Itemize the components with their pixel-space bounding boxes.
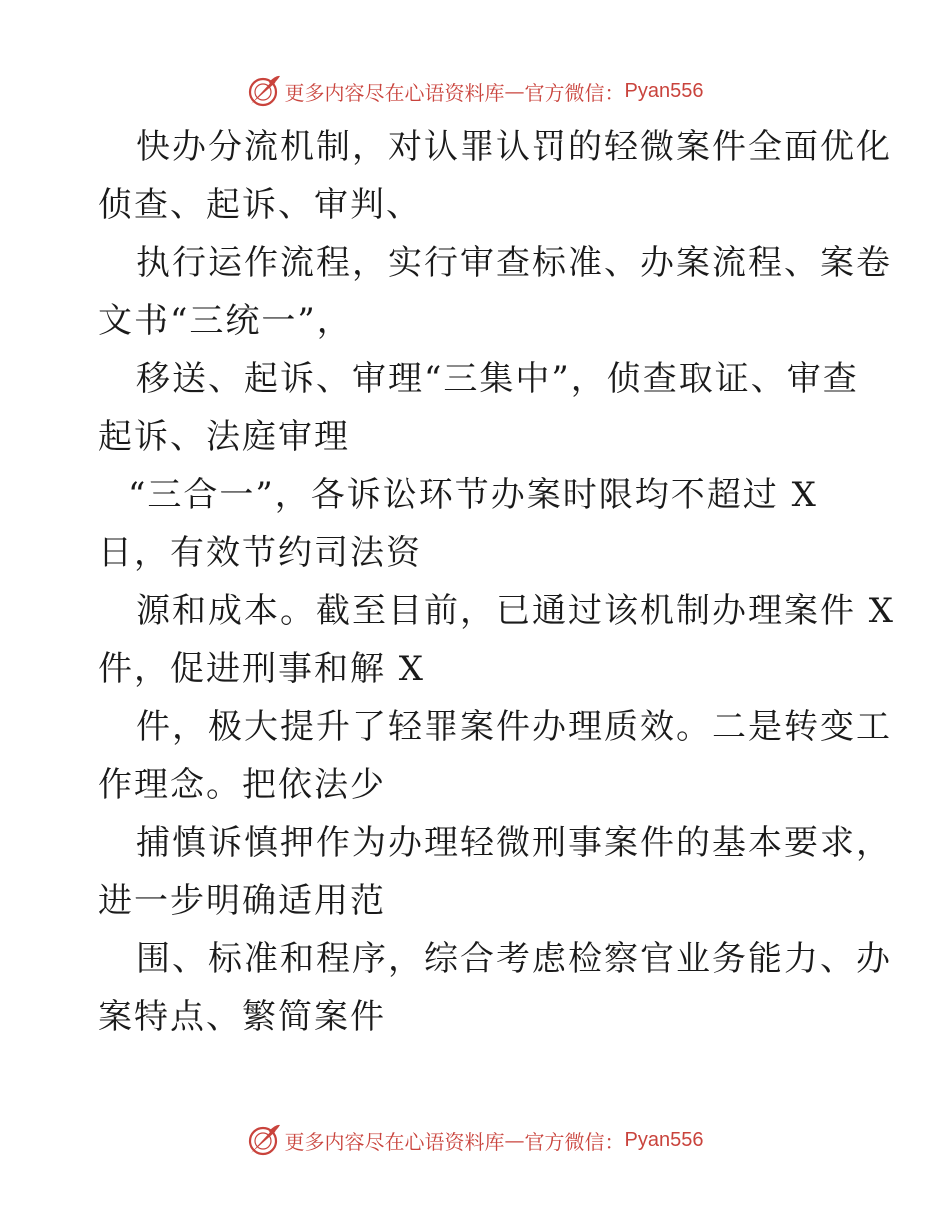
text-line: 日，有效节约司法资 xyxy=(98,533,422,573)
text-line: 文书“三统一”， xyxy=(98,301,353,341)
text-line: 执行运作流程，实行审查标准、办案流程、案卷 xyxy=(136,243,892,283)
header-banner xyxy=(0,71,950,111)
footer-separator: — xyxy=(504,1128,525,1152)
text-line: 移送、起诉、审理“三集中”，侦查取证、审查 xyxy=(136,359,859,399)
document-body xyxy=(98,118,896,1046)
text-line: 作理念。把依法少 xyxy=(98,765,386,805)
footer-banner xyxy=(0,1120,950,1160)
footer-contact-id: Pyan556 xyxy=(624,1128,704,1151)
footer-banner-text: 更多内容尽在心语资料库 xyxy=(284,1129,505,1154)
text-line: 件，极大提升了轻罪案件办理质效。二是转变工 xyxy=(136,707,892,747)
text-line: 案特点、繁简案件 xyxy=(98,997,386,1037)
text-line: 进一步明确适用范 xyxy=(98,881,386,921)
text-line: 侦查、起诉、审判、 xyxy=(98,185,422,225)
footer-contact-label: 官方微信： xyxy=(524,1129,625,1154)
quill-pen-circle-icon xyxy=(247,1123,281,1157)
text-line: 件，促进刑事和解 X xyxy=(98,649,426,689)
text-line: 快办分流机制，对认罪认罚的轻微案件全面优化 xyxy=(136,127,892,167)
text-line: “三合一”，各诉讼环节办案时限均不超过 X xyxy=(128,475,818,515)
header-contact-id: Pyan556 xyxy=(624,79,704,102)
quill-pen-circle-icon xyxy=(247,74,281,108)
text-line: 捕慎诉慎押作为办理轻微刑事案件的基本要求， xyxy=(136,823,892,863)
header-contact-label: 官方微信： xyxy=(524,80,625,105)
text-line: 围、标准和程序，综合考虑检察官业务能力、办 xyxy=(136,939,892,979)
header-separator: — xyxy=(504,79,525,103)
text-line: 源和成本。截至目前，已通过该机制办理案件 X xyxy=(136,591,896,631)
text-line: 起诉、法庭审理 xyxy=(98,417,350,457)
header-banner-text: 更多内容尽在心语资料库 xyxy=(284,80,505,105)
